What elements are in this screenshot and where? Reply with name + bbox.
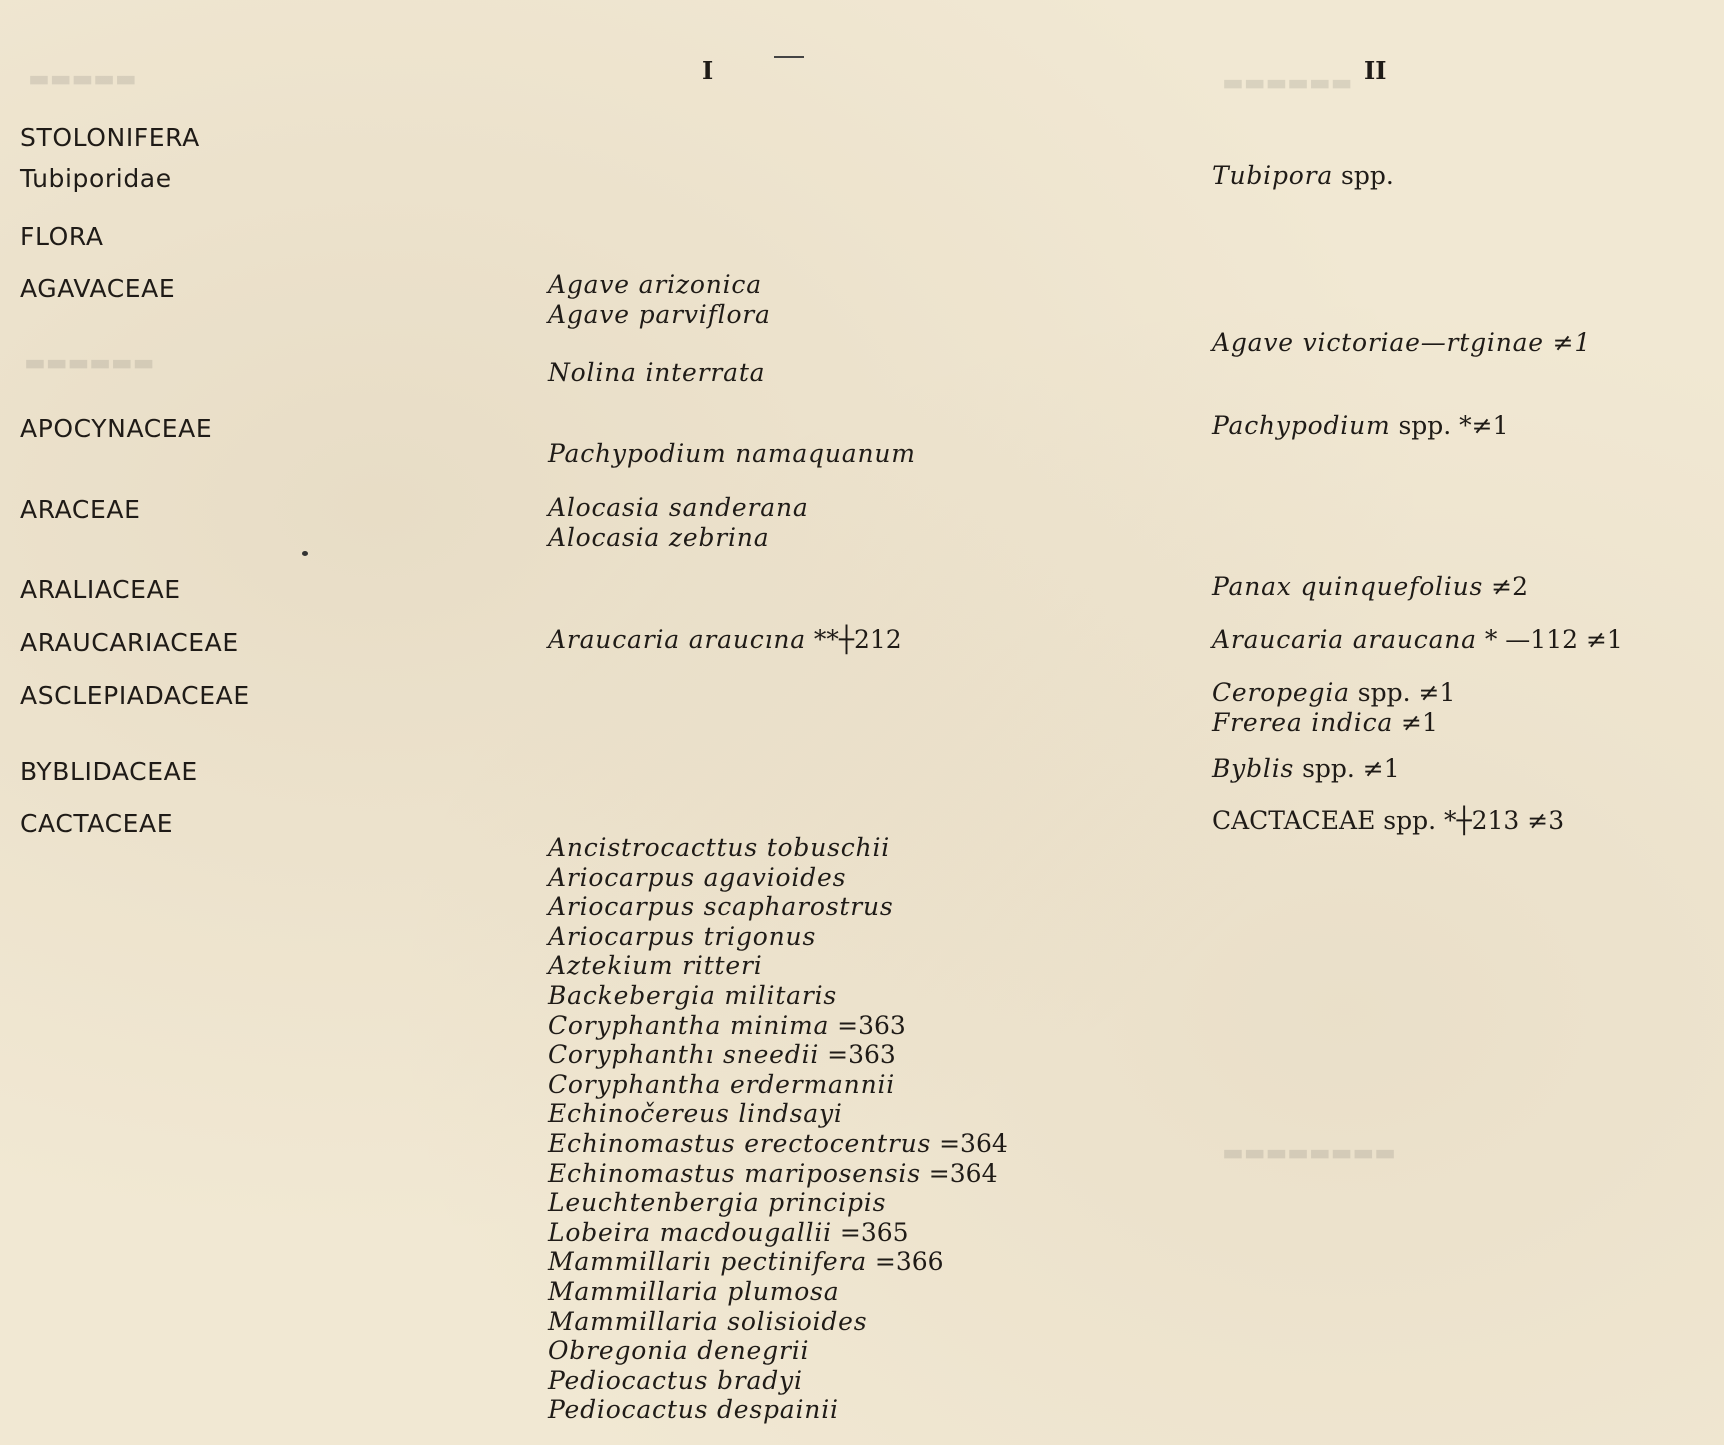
species-name: Coryphantha erdermannii: [548, 1069, 896, 1099]
species-entry-panax: [1212, 572, 1528, 602]
species-name: Tubipora: [1212, 161, 1334, 190]
cactus-species-entry: [548, 1070, 1008, 1100]
cactus-species-entry: [548, 1159, 1008, 1189]
species-entry: Pachypodium namaquanum: [548, 439, 916, 468]
species-entry: Agave arizonica: [548, 270, 762, 299]
species-annotation: ≠1: [1393, 708, 1438, 737]
species-name: Obregonia denegrii: [548, 1336, 810, 1366]
species-name: Coryphantha minima: [548, 1010, 830, 1040]
species-annotation: ≠2: [1483, 572, 1528, 601]
cactus-species-entry: [548, 922, 1008, 952]
species-name: Mammillaria solisioides: [548, 1306, 868, 1336]
species-name: Mammillaria plumosa: [548, 1276, 840, 1306]
cactus-species-entry: [548, 981, 1008, 1011]
species-entry-frerea: [1212, 708, 1438, 738]
cactus-species-entry: [548, 1307, 1008, 1337]
family-apocynaceae: APOCYNACEAE: [20, 414, 213, 443]
cactus-species-entry: [548, 951, 1008, 981]
cactus-species-entry: [548, 1011, 1008, 1041]
species-entry-byblis: [1212, 754, 1400, 784]
cactus-species-entry: [548, 1366, 1008, 1396]
species-name: Pediocactus despainii: [548, 1395, 839, 1425]
species-annotation: =363: [829, 1010, 906, 1040]
cactus-species-entry: [548, 833, 1008, 863]
species-entry: Agave parviflora: [548, 300, 771, 329]
species-name: Panax quinquefolius: [1212, 572, 1484, 601]
species-entry-agave-victoriae: [1212, 328, 1591, 358]
species-name: Ariocarpus agavioides: [548, 862, 847, 892]
species-name: Ancistrocacttus tobuschii: [548, 833, 891, 862]
family-flora: FLORA: [20, 222, 104, 251]
species-name: Frerea indica: [1212, 708, 1394, 737]
bleed-through-mark: ▬▬▬▬▬▬▬▬: [1222, 1140, 1396, 1166]
species-name: Mammillariı pectinifera: [548, 1247, 867, 1277]
family-cactaceae: CACTACEAE: [20, 809, 174, 838]
column-header-appendix-ii: II: [1364, 56, 1387, 85]
cactus-species-entry: [548, 863, 1008, 893]
species-name: Ceropegia: [1212, 678, 1350, 707]
species-name: Araucaria araucana: [1212, 625, 1477, 654]
species-entry-tubipora: [1212, 161, 1394, 191]
species-entry-pachypodium: [1212, 411, 1509, 441]
species-entry-araucaria-ii: [1212, 625, 1623, 655]
ink-speck: [302, 551, 308, 556]
species-name: Leuchtenbergia principis: [548, 1188, 887, 1218]
species-annotation: =366: [866, 1247, 944, 1277]
species-annotation: spp. ≠1: [1294, 754, 1400, 783]
species-entry: Nolina interrata: [548, 358, 766, 387]
bleed-through-mark: ▬▬▬▬▬▬: [24, 350, 155, 376]
family-agavaceae: AGAVACEAE: [20, 274, 176, 303]
family-stolonifera: STOLONIFERA: [20, 123, 200, 152]
cactus-species-entry: [548, 1129, 1008, 1159]
family-asclepiadaceae: ASCLEPIADACEAE: [20, 681, 250, 710]
family-araceae: ARACEAE: [20, 495, 141, 524]
species-name: Echinomastus mariposensis: [548, 1158, 921, 1188]
species-name: Echinomastus erectocentrus: [548, 1128, 932, 1158]
cactus-species-entry: [548, 892, 1008, 922]
cactus-species-entry: [548, 1336, 1008, 1366]
species-entry-cactaceae: CACTACEAE spp. *┼213 ≠3: [1212, 806, 1565, 835]
cactus-species-entry: [548, 1218, 1008, 1248]
bleed-through-mark: ▬▬▬▬▬: [28, 66, 137, 92]
cactus-species-entry: [548, 1277, 1008, 1307]
species-name: Backebergia militaris: [548, 980, 838, 1010]
species-name: Ariocarpus trigonus: [548, 921, 817, 951]
species-entry-araucaria: [548, 625, 902, 655]
cactus-species-entry: [548, 1247, 1008, 1277]
species-annotation: spp. ≠1: [1349, 678, 1456, 707]
family-tubiporidae: Tubiporidae: [20, 164, 172, 193]
species-name: Araucaria araucına: [548, 625, 806, 654]
cactus-species-entry: [548, 1188, 1008, 1218]
species-annotation: =365: [831, 1217, 909, 1247]
species-name: Aztekium ritteri: [548, 951, 763, 981]
species-entry: Alocasia zebrina: [548, 523, 770, 552]
family-araucariaceae: ARAUCARIACEAE: [20, 628, 239, 657]
species-name: Ariocarpus scapharostrus: [548, 892, 894, 922]
species-annotation: spp. *≠1: [1390, 411, 1509, 440]
species-name: Byblis: [1212, 754, 1295, 783]
species-annotation: =364: [920, 1158, 998, 1188]
species-name: Echinočereus lindsayi: [548, 1099, 843, 1129]
species-annotation: =364: [931, 1128, 1008, 1158]
species-name: Coryphanthı sneedii: [548, 1040, 820, 1070]
species-entry: Alocasia sanderana: [548, 493, 809, 522]
species-annotation: ≠1: [1543, 328, 1592, 357]
species-entry-ceropegia: [1212, 678, 1455, 708]
cactus-species-entry: [548, 1099, 1008, 1129]
species-annotation: spp.: [1333, 161, 1394, 190]
species-annotation: =363: [819, 1040, 896, 1070]
species-annotation: **┼212: [805, 625, 902, 654]
column-header-appendix-i: I: [702, 56, 714, 85]
cactus-species-entry: [548, 1040, 1008, 1070]
species-name: Agave victoriae—rtginae: [1212, 328, 1544, 357]
family-araliaceae: ARALIACEAE: [20, 575, 181, 604]
species-name: Pachypodium: [1212, 411, 1391, 440]
species-annotation: * —112 ≠1: [1476, 625, 1623, 654]
species-name: Pediocactus bradyi: [548, 1365, 803, 1395]
species-name: Lobeira macdougallii: [548, 1217, 832, 1247]
cactus-species-entry: [548, 1395, 1008, 1425]
bleed-through-mark: ▬▬▬▬▬▬: [1222, 70, 1353, 96]
header-dash: [774, 56, 804, 58]
cactaceae-species-list: [548, 833, 1008, 1425]
family-byblidaceae: BYBLIDACEAE: [20, 757, 198, 786]
